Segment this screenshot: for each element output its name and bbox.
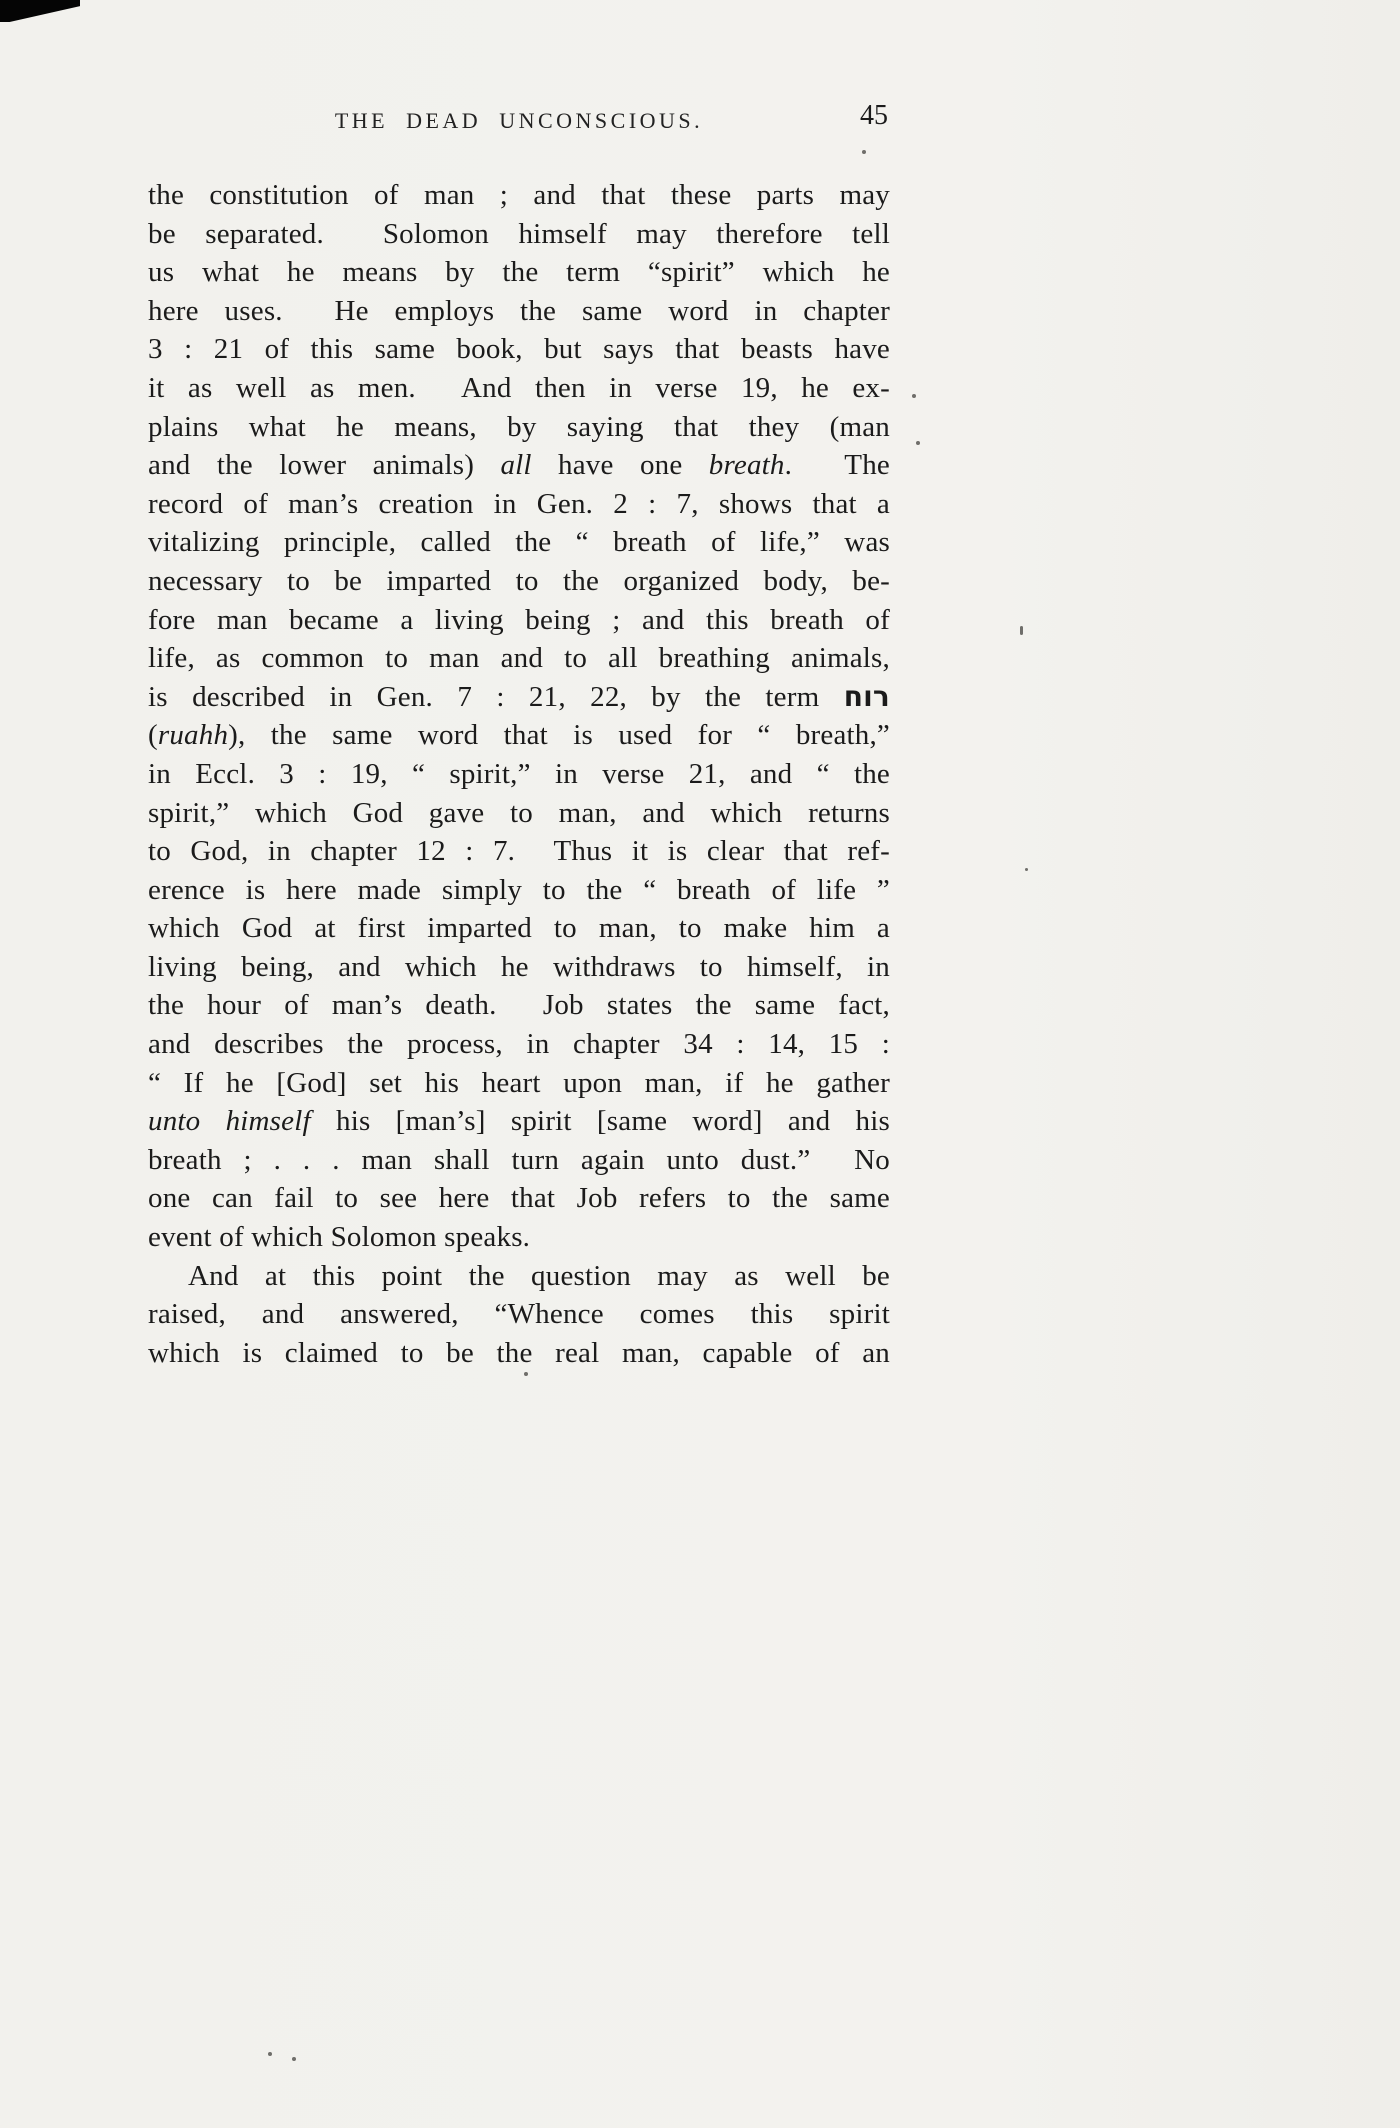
text-line bbox=[148, 1257, 890, 1296]
scan-speck bbox=[912, 394, 916, 398]
text-line bbox=[148, 678, 890, 717]
text-line bbox=[148, 1141, 890, 1180]
text-segment: event of which Solomon speaks. bbox=[148, 1221, 531, 1254]
text-line bbox=[148, 562, 890, 601]
page-number: 45 bbox=[860, 100, 888, 131]
text-segment: vitalizing principle, called the “ breath of life,” was bbox=[148, 526, 890, 559]
scan-speck bbox=[1020, 626, 1023, 635]
text-segment: breath bbox=[708, 449, 785, 482]
text-segment: erence is here made simply to the “ breath of life ” bbox=[148, 873, 890, 906]
text-line bbox=[148, 986, 890, 1025]
text-segment: have one bbox=[531, 449, 709, 482]
page-title: THE DEAD UNCONSCIOUS. bbox=[334, 108, 704, 133]
text-segment: ), the same word that is used for “ breath,” bbox=[228, 719, 890, 752]
text-segment: spirit,” which God gave to man, and which returns bbox=[148, 796, 890, 829]
text-segment: life, as common to man and to all breathing animals, bbox=[148, 642, 890, 675]
text-segment: And at this point the question may as well be bbox=[188, 1259, 890, 1292]
text-line bbox=[148, 1025, 890, 1064]
scan-speck bbox=[268, 2052, 272, 2056]
text-segment: the hour of man’s death. Job states the same fact, bbox=[148, 989, 890, 1022]
scan-speck bbox=[524, 1372, 528, 1376]
text-line bbox=[148, 1295, 890, 1334]
scan-speck bbox=[292, 2057, 296, 2061]
text-segment: necessary to be imparted to the organized body, be- bbox=[148, 564, 890, 597]
scan-speck bbox=[862, 150, 866, 154]
text-line bbox=[148, 755, 890, 794]
text-segment: one can fail to see here that Job refers to the same bbox=[148, 1182, 890, 1215]
scan-artifact-corner bbox=[0, 0, 80, 22]
text-segment: 3 : 21 of this same book, but says that beasts have bbox=[148, 333, 890, 366]
text-line bbox=[148, 292, 890, 331]
text-segment: which God at first imparted to man, to make him a bbox=[148, 912, 890, 945]
text-line bbox=[148, 871, 890, 910]
text-line bbox=[148, 1334, 890, 1373]
text-line bbox=[148, 523, 890, 562]
text-line bbox=[148, 1102, 890, 1141]
text-line bbox=[148, 408, 890, 447]
text-line bbox=[148, 948, 890, 987]
text-line bbox=[148, 215, 890, 254]
text-segment: is described in Gen. 7 : 21, 22, by the term bbox=[148, 680, 844, 713]
text-segment: ( bbox=[148, 719, 158, 752]
text-segment: all bbox=[500, 449, 532, 482]
text-segment: unto himself bbox=[148, 1105, 311, 1138]
scan-speck bbox=[1025, 868, 1028, 871]
running-head bbox=[148, 100, 890, 144]
text-line bbox=[148, 832, 890, 871]
hebrew-term: רוח bbox=[843, 679, 890, 713]
scan-speck bbox=[916, 441, 920, 445]
text-segment: in Eccl. 3 : 19, “ spirit,” in verse 21, and “ the bbox=[148, 757, 890, 790]
text-line bbox=[148, 369, 890, 408]
text-line bbox=[148, 716, 890, 755]
text-segment: be separated. Solomon himself may therefore tell bbox=[148, 217, 890, 250]
text-line bbox=[148, 794, 890, 833]
text-segment: record of man’s creation in Gen. 2 : 7, shows that a bbox=[148, 487, 890, 520]
text-line bbox=[148, 909, 890, 948]
text-segment: to God, in chapter 12 : 7. Thus it is clear that ref- bbox=[148, 835, 890, 868]
text-line bbox=[148, 446, 890, 485]
text-segment: raised, and answered, “Whence comes this spirit bbox=[148, 1298, 890, 1331]
text-segment: his [man’s] spirit [same word] and his bbox=[310, 1105, 891, 1138]
text-segment: . The bbox=[784, 449, 890, 482]
text-line bbox=[148, 639, 890, 678]
text-line bbox=[148, 1179, 890, 1218]
text-segment: living being, and which he withdraws to himself, in bbox=[148, 950, 890, 983]
text-segment: plains what he means, by saying that they (man bbox=[148, 410, 890, 443]
text-segment: the constitution of man ; and that these parts may bbox=[148, 179, 890, 211]
text-line bbox=[148, 1064, 890, 1103]
text-line bbox=[148, 485, 890, 524]
text-segment: and the lower animals) bbox=[148, 449, 501, 482]
text-line bbox=[148, 601, 890, 640]
text-segment: us what he means by the term “spirit” which he bbox=[148, 256, 890, 289]
text-segment: which is claimed to be the real man, capable of an bbox=[148, 1336, 890, 1369]
text-line bbox=[148, 253, 890, 292]
text-segment: here uses. He employs the same word in chapter bbox=[148, 294, 890, 327]
text-line bbox=[148, 1218, 890, 1257]
text-segment: it as well as men. And then in verse 19, he ex- bbox=[148, 371, 890, 404]
text-block bbox=[148, 176, 890, 1372]
text-segment: ruahh bbox=[157, 719, 229, 752]
text-segment: “ If he [God] set his heart upon man, if he gather bbox=[148, 1066, 890, 1099]
text-segment: fore man became a living being ; and this breath of bbox=[148, 603, 890, 636]
text-segment: and describes the process, in chapter 34 : 14, 15 : bbox=[148, 1028, 890, 1061]
text-segment: breath ; . . . man shall turn again unto dust.” No bbox=[148, 1143, 890, 1176]
text-line bbox=[148, 330, 890, 369]
text-line bbox=[148, 176, 890, 215]
